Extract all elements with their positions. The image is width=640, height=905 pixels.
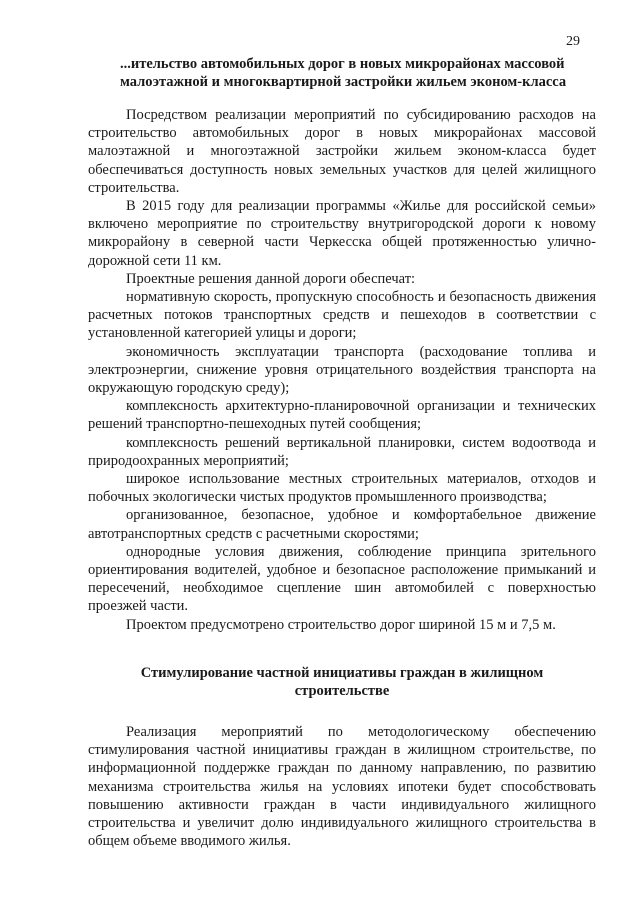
list-item: экономичность эксплуатации транспорта (расходование топлива и электроэнергии, снижение уровня отрицательного воздействия транспорта на окружающую городскую среду); xyxy=(88,343,596,397)
section-body-roads xyxy=(88,106,596,634)
list-item: комплексность архитектурно-планировочной организации и технических решений транспортно-пешеходных путей сообщения; xyxy=(88,398,596,433)
list-item: однородные условия движения, соблюдение принципа зрительного ориентирования водителей, удобное и безопасное расположение примыканий и пересечений, необходимое сцепление шин автомобилей с поверхностью проезжей части. xyxy=(88,543,596,615)
list-item: организованное, безопасное, удобное и комфортабельное движение автотранспортных средств с расчетными скоростями; xyxy=(88,507,596,542)
page-number: 29 xyxy=(566,34,580,49)
paragraph: В 2015 году для реализации программы «Жилье для российской семьи» включено мероприятие по строительству внутригородской дороги к новому микрорайону в северной части Черкесска общей протяженностью улично-дорожной сети 11 км. xyxy=(88,198,596,269)
paragraph: Посредством реализации мероприятий по субсидированию расходов на строительство автомобильных дорог в новых микрорайонах массовой малоэтажной и многоэтажной застройки жильем эконом-класса будет обеспечиваться доступность новых земельных участков для целей жилищного строительства. xyxy=(88,107,596,196)
list-item: широкое использование местных строительных материалов, отходов и побочных экологически чистых продуктов промышленного производства; xyxy=(88,471,596,506)
paragraph: Реализация мероприятий по методологическому обеспечению стимулирования частной инициативы граждан в жилищном строительстве, по информационной поддержке граждан по данному направлению, по развитию механизма строительства жилья на условиях ипотеки будет способствовать повышению активности граждан в части индивидуального жилищного строительства и увеличит долю индивидуального жилищного строительства в общем объеме вводимого жилья. xyxy=(88,724,596,850)
section-heading-line: строительстве xyxy=(294,683,390,699)
section-heading-private-initiative xyxy=(88,664,596,700)
list-item: комплексность решений вертикальной планировки, систем водоотвода и природоохранных мероприятий; xyxy=(88,434,596,469)
paragraph: Проектом предусмотрено строительство дорог шириной 15 м и 7,5 м. xyxy=(126,616,556,633)
paragraph: Проектные решения данной дороги обеспечат: xyxy=(126,270,416,287)
section-heading-line: малоэтажной и многоквартирной застройки жильем эконом-класса xyxy=(120,74,567,90)
section-heading-line: ...ительство автомобильных дорог в новых микрорайонах массовой xyxy=(120,56,565,72)
section-body-private-initiative xyxy=(88,723,596,850)
list-item: нормативную скорость, пропускную способность и безопасность движения расчетных потоков транспортных средств и пешеходов в соответствии с установленной категорией улицы и дороги; xyxy=(88,289,596,342)
section-heading-line: Стимулирование частной инициативы граждан в жилищном xyxy=(140,665,544,681)
section-heading-roads xyxy=(120,55,600,91)
